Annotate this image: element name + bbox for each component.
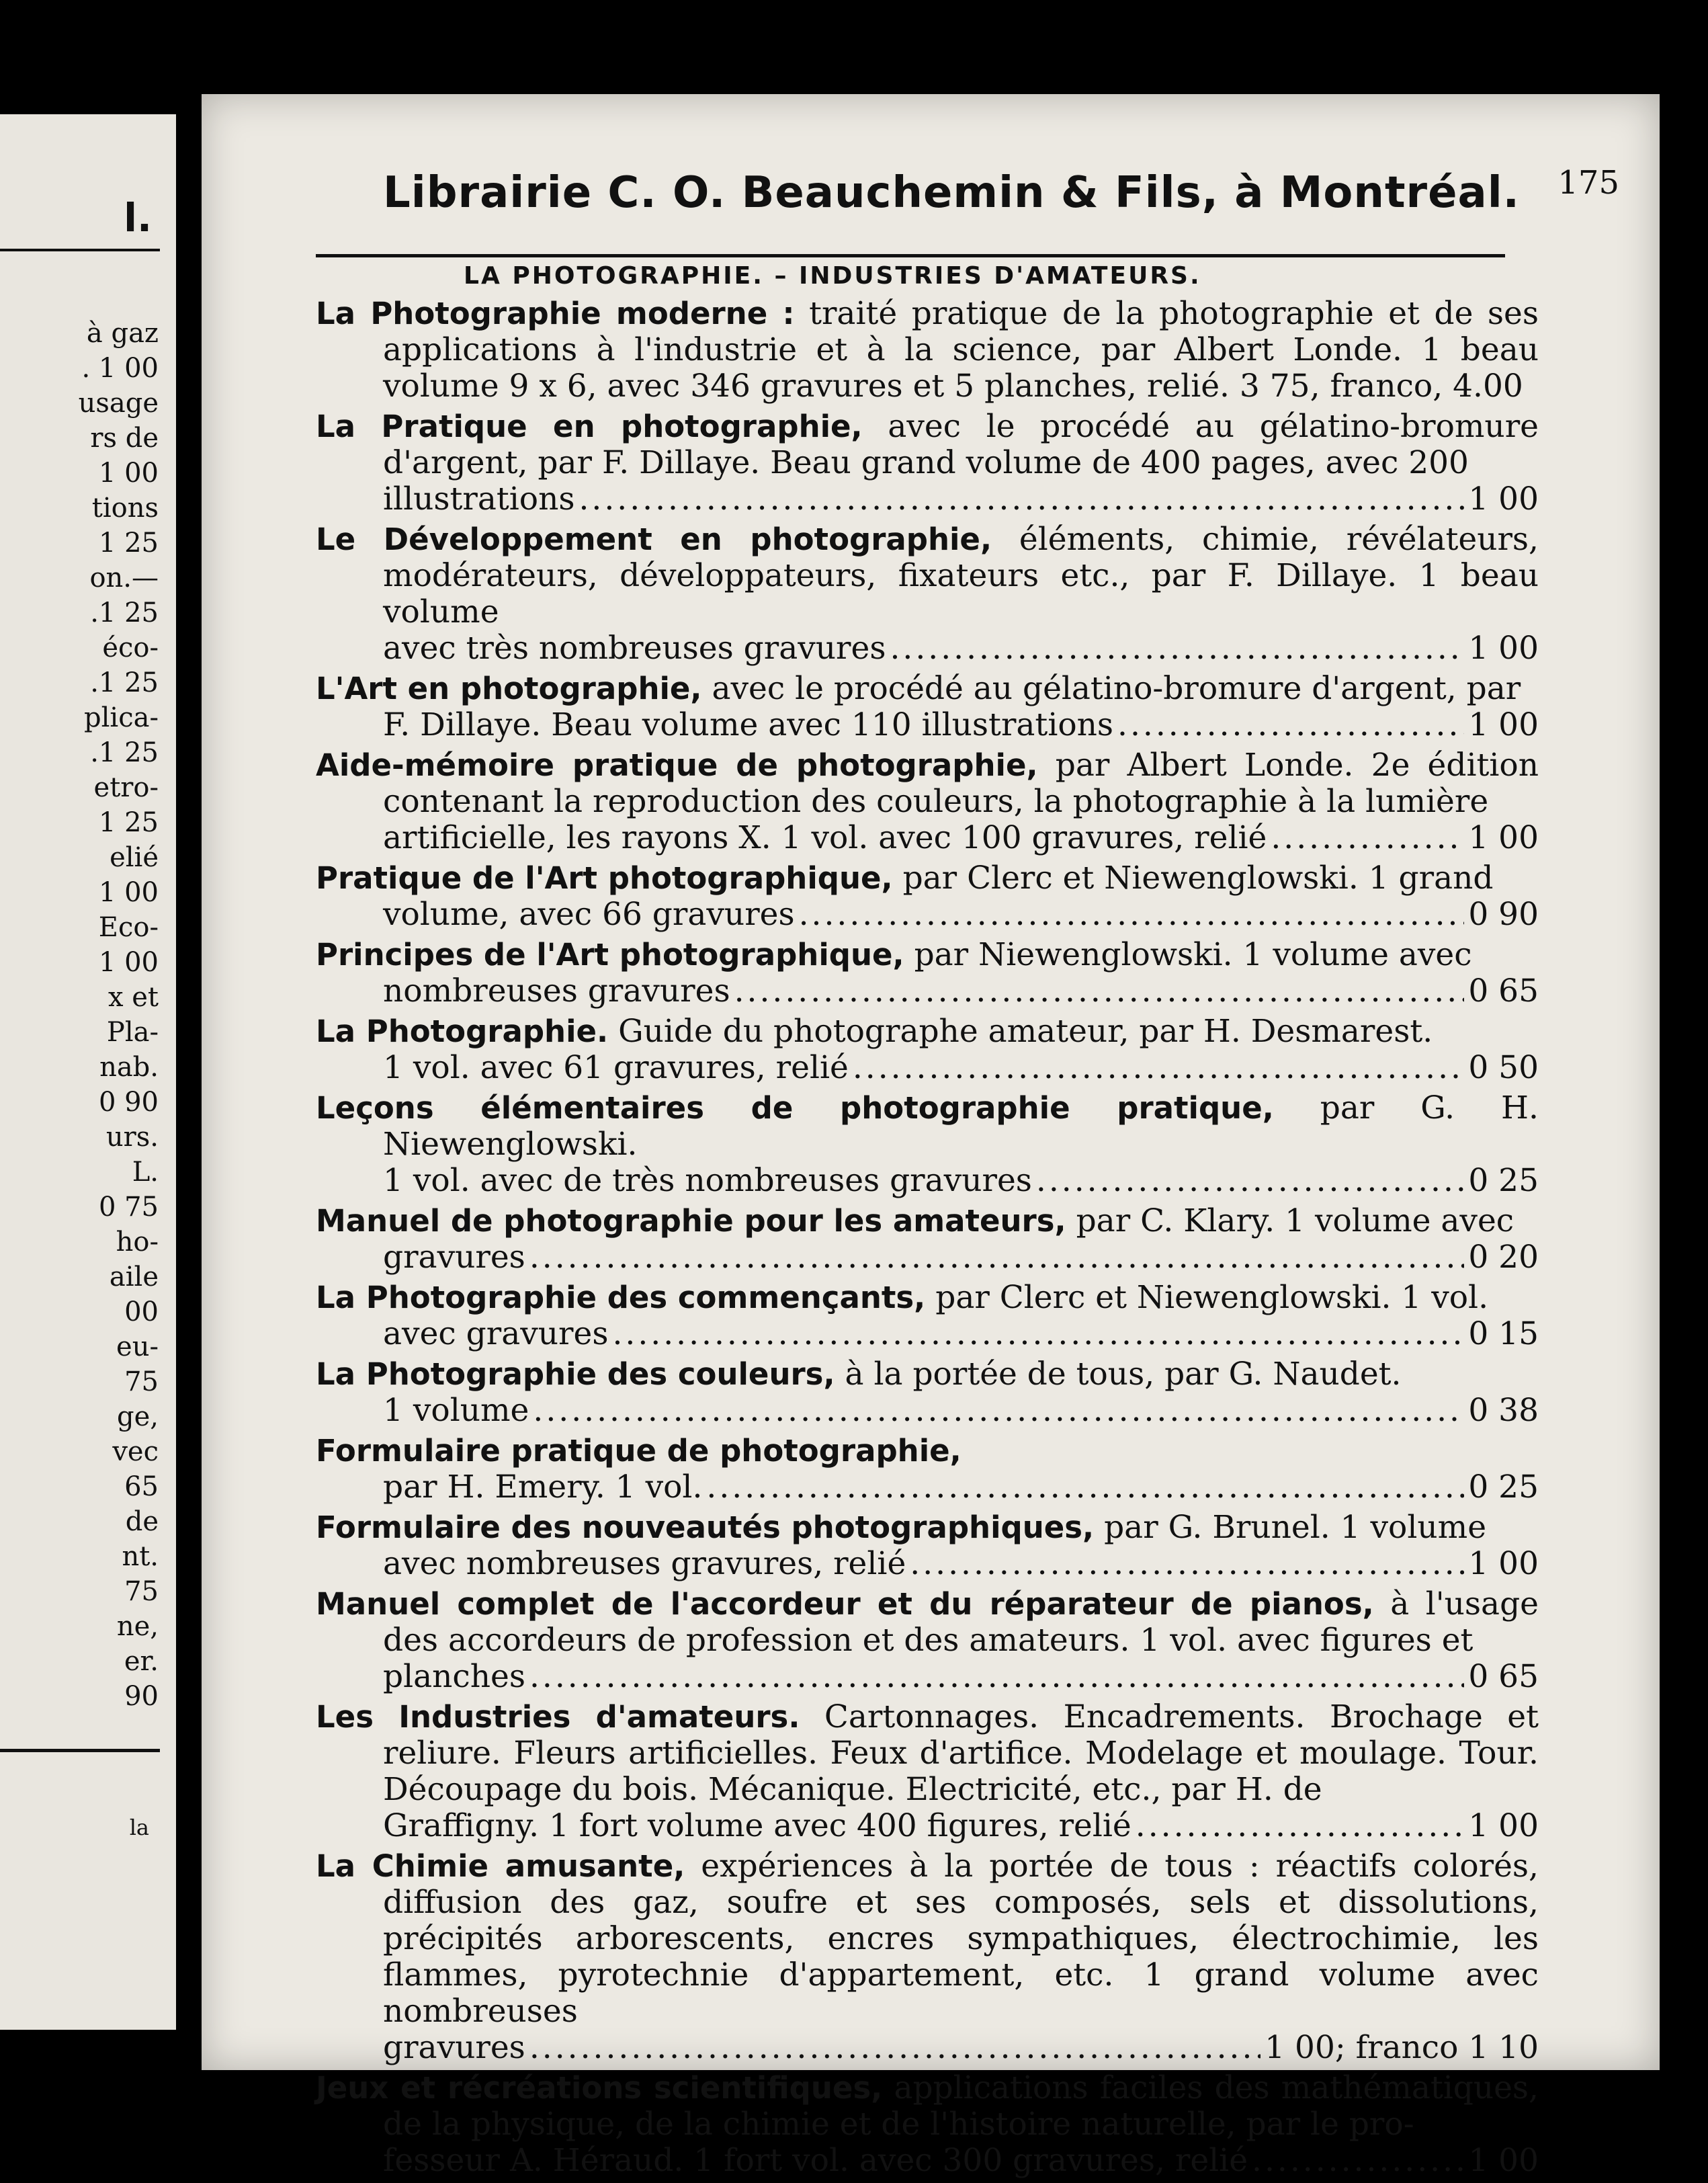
entry-price-line xyxy=(383,1050,1539,1086)
entry-description-tail: gravures xyxy=(383,2029,525,2066)
entry-price: 1 00 xyxy=(1468,819,1539,856)
entry-description: traité pratique de la photographie et de ses applications à l'industrie et à la science, par Albert Londe. 1 beau volume 9 x 6, avec 346 gravures et 5 planches, relié. 3 75, franco, 4.00 xyxy=(383,295,1539,405)
entry-description: avec le procédé au gélatino-bromure d'argent, par xyxy=(712,670,1521,707)
entry-description: par Clerc et Niewenglowski. 1 vol. xyxy=(935,1279,1489,1316)
entry-description-tail: illustrations xyxy=(383,481,575,518)
entry-description: à l'usage des accordeurs de profession et des amateurs. 1 vol. avec figures et xyxy=(383,1585,1539,1659)
entry-price-line xyxy=(383,630,1539,667)
previous-page-fragment-line: Pla- xyxy=(106,1017,159,1048)
dot-leader xyxy=(579,481,1464,518)
entry-title: Aide-mémoire pratique de photographie, xyxy=(316,747,1038,783)
catalog-page xyxy=(202,94,1660,2179)
previous-page-fragment-line: urs. xyxy=(105,1122,159,1153)
previous-page-fragment-line: ho- xyxy=(116,1227,159,1258)
entry-description-tail: volume, avec 66 gravures xyxy=(383,896,795,933)
entry-title: Leçons élémentaires de photographie pratique, xyxy=(316,1090,1274,1126)
entry-price-line xyxy=(383,1393,1539,1429)
entry-price-line xyxy=(383,2143,1539,2179)
previous-page-fragment-line: eu- xyxy=(116,1331,159,1362)
entry-description: par G. Brunel. 1 volume xyxy=(1104,1509,1487,1546)
previous-page-text-fragments xyxy=(0,316,159,1714)
entry-price: 0 25 xyxy=(1468,1469,1539,1506)
entry-price-line xyxy=(383,1239,1539,1276)
entry-description-tail: nombreuses gravures xyxy=(383,973,730,1010)
entry-price-line xyxy=(383,973,1539,1010)
entry-price: 0 50 xyxy=(1468,1049,1539,1086)
entry-description: éléments, chimie, révélateurs, modérateurs, développateurs, fixateurs etc., par F. Dillaye. 1 beau volume xyxy=(383,521,1539,630)
entry-title: Jeux et récréations scientifiques, xyxy=(316,2070,883,2106)
previous-page-fragment-line: etro- xyxy=(93,772,159,803)
entry-description-tail: fesseur A. Héraud. 1 fort vol. avec 300 gravures, relié xyxy=(383,2142,1248,2179)
previous-page-fragment-line: Eco- xyxy=(98,912,159,943)
previous-page-fragment-line: 75 xyxy=(124,1576,159,1607)
entry-price-line xyxy=(383,1163,1539,1199)
entry-description: avec le procédé au gélatino-bromure d'argent, par F. Dillaye. Beau grand volume de 400 pages, avec 200 xyxy=(383,408,1539,481)
entry-description-tail: 1 volume xyxy=(383,1392,529,1429)
entry-description: par C. Klary. 1 volume avec xyxy=(1076,1202,1514,1239)
entry-price: 0 65 xyxy=(1468,1658,1539,1695)
entry-price: 0 20 xyxy=(1468,1239,1539,1276)
entry-price: 1 00 xyxy=(1468,1807,1539,1844)
entry-price-line xyxy=(383,820,1539,856)
header-rule xyxy=(316,254,1505,257)
dot-leader xyxy=(890,630,1464,667)
previous-page-fragment-line: .1 25 xyxy=(90,667,159,698)
entry-price-line xyxy=(383,897,1539,933)
entry-description-tail: Graffigny. 1 fort volume avec 400 figures, relié xyxy=(383,1807,1131,1844)
previous-page-fragment-line: elié xyxy=(110,842,159,873)
entry-description: par Niewenglowski. 1 volume avec xyxy=(914,936,1472,973)
catalog-entry xyxy=(316,671,1539,743)
entry-description-tail: avec gravures xyxy=(383,1315,609,1352)
previous-page-bottom-rule xyxy=(0,1749,160,1752)
previous-page-fragment-line: nab. xyxy=(99,1052,159,1083)
entry-description-tail: gravures xyxy=(383,1239,525,1276)
entry-title: Manuel complet de l'accordeur et du réparateur de pianos, xyxy=(316,1586,1374,1622)
previous-page-fragment-line: tions xyxy=(91,493,159,524)
previous-page-fragment-line: à gaz xyxy=(86,318,159,349)
catalog-entry xyxy=(316,296,1539,405)
catalog-entry xyxy=(316,937,1539,1010)
entry-description-tail: planches xyxy=(383,1658,525,1695)
entry-title: La Photographie moderne : xyxy=(316,296,795,331)
previous-page-fragment-line: .1 25 xyxy=(90,737,159,768)
running-head-title: Librairie C. O. Beauchemin & Fils, à Montréal. xyxy=(383,168,1520,218)
catalog-entry xyxy=(316,409,1539,518)
entry-title: Principes de l'Art photographique, xyxy=(316,937,904,973)
entry-price-line xyxy=(383,1808,1539,1844)
previous-page-fragment-line: usage xyxy=(78,388,159,419)
entry-price-line xyxy=(383,481,1539,518)
catalog-entry xyxy=(316,1090,1539,1199)
entry-price: 1 00 xyxy=(1468,481,1539,518)
dot-leader xyxy=(1271,820,1464,856)
previous-page-fragment-line: 0 90 xyxy=(98,1087,159,1118)
previous-page-fragment-line: ge, xyxy=(117,1401,159,1432)
previous-page-fragment-line: rs de xyxy=(90,423,159,454)
entry-price: 0 38 xyxy=(1468,1392,1539,1429)
entry-description: à la portée de tous, par G. Naudet. xyxy=(845,1356,1402,1393)
entry-title: L'Art en photographie, xyxy=(316,671,702,706)
page-number: 175 xyxy=(1557,164,1619,202)
dot-leader xyxy=(1136,1808,1465,1844)
entry-title: Pratique de l'Art photographique, xyxy=(316,860,893,896)
dot-leader xyxy=(1036,1163,1464,1199)
entry-description-tail: par H. Emery. 1 vol. xyxy=(383,1469,703,1506)
dot-leader xyxy=(533,1393,1464,1429)
entry-description-tail: F. Dillaye. Beau volume avec 110 illustrations xyxy=(383,706,1114,743)
dot-leader xyxy=(612,1316,1464,1352)
catalog-entry xyxy=(316,1280,1539,1352)
dot-leader xyxy=(529,2030,1261,2066)
entry-price-line xyxy=(383,707,1539,743)
previous-page-fragment-line: 75 xyxy=(124,1366,159,1397)
dot-leader xyxy=(734,973,1465,1010)
dot-leader xyxy=(1117,707,1464,743)
previous-page-fragment-line: ne, xyxy=(116,1611,159,1642)
dot-leader xyxy=(529,1659,1464,1695)
entry-price-line xyxy=(383,1546,1539,1582)
catalog-entry xyxy=(316,1203,1539,1276)
previous-page-fragment-line: 90 xyxy=(124,1681,159,1712)
entry-price: 0 65 xyxy=(1468,973,1539,1010)
entry-title: Manuel de photographie pour les amateurs, xyxy=(316,1203,1066,1239)
entry-description-tail: artificielle, les rayons X. 1 vol. avec 100 gravures, relié xyxy=(383,819,1267,856)
catalog-entry xyxy=(316,1510,1539,1582)
previous-page-fragment-line: vec xyxy=(112,1436,159,1467)
section-title: LA PHOTOGRAPHIE. – INDUSTRIES D'AMATEURS. xyxy=(464,262,1201,290)
entry-description-tail: 1 vol. avec de très nombreuses gravures xyxy=(383,1162,1032,1199)
catalog-entry xyxy=(316,1433,1539,1506)
catalog-entry xyxy=(316,2070,1539,2179)
entry-description-tail: avec nombreuses gravures, relié xyxy=(383,1545,906,1582)
entry-price-line xyxy=(383,1659,1539,1695)
catalog-entry xyxy=(316,1586,1539,1695)
running-head xyxy=(383,164,1633,235)
dot-leader xyxy=(799,897,1465,933)
catalog-entry xyxy=(316,1848,1539,2066)
catalog-entry xyxy=(316,1014,1539,1086)
previous-page-fragment-line: 1 00 xyxy=(98,947,159,978)
previous-page-fragment-line: L. xyxy=(132,1157,159,1188)
catalog-entry xyxy=(316,860,1539,933)
catalog-entry xyxy=(316,1356,1539,1429)
previous-page-fragment-line: 1 25 xyxy=(98,807,159,838)
previous-page-fragment xyxy=(0,114,176,2030)
entry-price: 1 00 xyxy=(1468,1545,1539,1582)
entry-description: applications faciles des mathématiques, de la physique, de la chimie et de l'histoire naturelle, par le pro- xyxy=(383,2069,1539,2143)
entry-description: Cartonnages. Encadrements. Brochage et reliure. Fleurs artificielles. Feux d'artifice. Modelage et moulage. Tour. Découpage du bois. Mécanique. Electricité, etc., par H. de xyxy=(383,1698,1539,1808)
catalog-entry xyxy=(316,1699,1539,1844)
entry-description: par G. H. Niewenglowski. xyxy=(383,1089,1539,1163)
previous-page-fragment-line: . 1 00 xyxy=(81,353,159,384)
previous-page-fragment-line: 1 25 xyxy=(98,528,159,559)
entry-price: 0 90 xyxy=(1468,896,1539,933)
entry-price-line xyxy=(383,2030,1539,2066)
previous-page-fragment-line: 0 75 xyxy=(98,1192,159,1223)
entry-price: 1 00; franco 1 10 xyxy=(1265,2029,1539,2066)
previous-page-fragment-line: 1 00 xyxy=(98,458,159,489)
entry-title: La Photographie des commençants, xyxy=(316,1280,926,1315)
catalog-entry xyxy=(316,747,1539,856)
dot-leader xyxy=(706,1469,1464,1506)
catalog-entries xyxy=(316,296,1539,2183)
entry-title: Les Industries d'amateurs. xyxy=(316,1699,800,1735)
previous-page-fragment-line: aile xyxy=(109,1262,159,1292)
previous-page-fragment-line: 65 xyxy=(124,1471,159,1502)
previous-page-fragment-line: x et xyxy=(108,982,159,1013)
entry-title: La Chimie amusante, xyxy=(316,1848,685,1884)
previous-page-fragment-line: de xyxy=(125,1506,159,1537)
entry-price: 1 00 xyxy=(1468,2142,1539,2179)
entry-description: Guide du photographe amateur, par H. Desmarest. xyxy=(618,1013,1433,1050)
dot-leader xyxy=(853,1050,1465,1086)
dot-leader xyxy=(529,1239,1465,1276)
entry-title: Formulaire pratique de photographie, xyxy=(316,1433,962,1469)
entry-description-tail: avec très nombreuses gravures xyxy=(383,630,886,667)
previous-page-fragment-line: nt. xyxy=(122,1541,159,1572)
entry-description-tail: 1 vol. avec 61 gravures, relié xyxy=(383,1049,849,1086)
previous-page-footer: la xyxy=(129,1815,149,1840)
entry-title: La Pratique en photographie, xyxy=(316,409,863,444)
entry-price: 1 00 xyxy=(1468,706,1539,743)
previous-page-fragment-line: .1 25 xyxy=(90,598,159,628)
previous-page-fragment-line: éco- xyxy=(102,632,159,663)
previous-page-header: l. xyxy=(124,195,152,241)
entry-description: par Albert Londe. 2e édition contenant la reproduction des couleurs, la photographie à la lumière xyxy=(383,747,1539,820)
entry-price-line xyxy=(383,1316,1539,1352)
entry-title: Formulaire des nouveautés photographiques, xyxy=(316,1510,1095,1545)
entry-title: La Photographie des couleurs, xyxy=(316,1356,835,1392)
dot-leader xyxy=(1252,2143,1464,2179)
previous-page-fragment-line: plica- xyxy=(84,702,159,733)
entry-description: par Clerc et Niewenglowski. 1 grand xyxy=(902,860,1494,897)
previous-page-header-rule xyxy=(0,249,160,251)
previous-page-fragment-line: on.— xyxy=(89,563,159,593)
entry-title: Le Développement en photographie, xyxy=(316,522,992,557)
previous-page-fragment-line: 1 00 xyxy=(98,877,159,908)
previous-page-fragment-line: 00 xyxy=(124,1296,159,1327)
entry-price: 0 15 xyxy=(1468,1315,1539,1352)
entry-price: 0 25 xyxy=(1468,1162,1539,1199)
entry-price: 1 00 xyxy=(1468,630,1539,667)
dot-leader xyxy=(910,1546,1464,1582)
catalog-entry xyxy=(316,522,1539,667)
previous-page-fragment-line: er. xyxy=(124,1646,159,1677)
entry-title: La Photographie. xyxy=(316,1014,609,1049)
entry-price-line xyxy=(383,1469,1539,1506)
entry-description: expériences à la portée de tous : réactifs colorés, diffusion des gaz, soufre et ses composés, sels et dissolutions, précipités arborescents, encres sympathiques, électrochimie, les flammes, pyrotechnie d'appartement, etc. 1 grand volume avec nombreuses xyxy=(383,1848,1539,2030)
